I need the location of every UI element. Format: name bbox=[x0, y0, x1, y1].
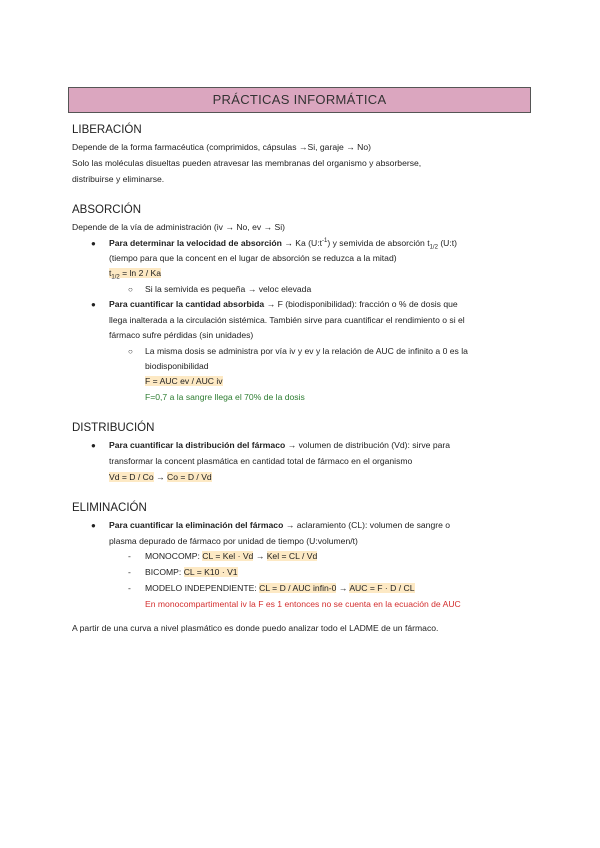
bullet-icon: ● bbox=[91, 239, 96, 248]
text: → F (biodisponibilidad): fracción o % de dosis que bbox=[264, 299, 458, 309]
highlighted-formula: F = AUC ev / AUC iv bbox=[145, 376, 223, 386]
dash-bullet: - bbox=[128, 583, 131, 593]
text: (U:t) bbox=[437, 238, 458, 248]
superscript: -1 bbox=[322, 238, 328, 245]
arrow: → bbox=[153, 472, 168, 482]
text: → volumen de distribución (Vd): sirve para bbox=[285, 440, 451, 450]
bicomp-line bbox=[145, 567, 238, 578]
highlighted-formula: CL = Kel · Vd bbox=[202, 551, 254, 561]
note-green: F=0,7 a la sangre llega el 70% de la dosis bbox=[145, 392, 305, 402]
absorcion-sub-bullet-1: Si la semivida es pequeña → veloc elevada bbox=[145, 284, 312, 294]
dash-bullet: - bbox=[128, 551, 131, 561]
bullet-icon: ● bbox=[91, 521, 96, 530]
closing-sentence: A partir de una curva a nivel plasmático es donde puedo analizar todo el LADME de un fármaco. bbox=[72, 623, 439, 633]
highlighted-formula: AUC = F · D / CL bbox=[349, 583, 415, 593]
highlighted-formula: $t_{1/2} = \ln 2 / Ka$ bbox=[109, 268, 162, 281]
absorcion-intro: Depende de la vía de administración (iv → No, ev → Si) bbox=[72, 222, 286, 232]
bold-lead: Para cuantificar la distribución del fármaco bbox=[109, 440, 286, 450]
arrow: → bbox=[336, 583, 350, 593]
absorcion-sub-bullet-2: La misma dosis se administra por vía iv y ev y la relación de AUC de infinito a 0 es la bbox=[145, 346, 468, 356]
absorcion-sub-bullet-2-line-2: biodisponibilidad bbox=[145, 361, 209, 371]
absorcion-bullet-2 bbox=[109, 299, 458, 310]
formula-volumen-distribucion bbox=[109, 472, 212, 483]
formula-biodisponibilidad bbox=[145, 376, 223, 387]
absorcion-bullet-1 bbox=[109, 238, 457, 249]
label: MONOCOMP: bbox=[145, 551, 203, 561]
formula-semivida bbox=[109, 268, 161, 279]
highlighted-formula: CL = K10 · V1 bbox=[183, 567, 238, 577]
bold-lead: Para cuantificar la cantidad absorbida bbox=[109, 299, 265, 309]
bold-lead: Para cuantificar la eliminación del fármaco bbox=[109, 520, 284, 530]
arrow: → bbox=[253, 551, 267, 561]
section-heading-absorcion: ABSORCIÓN bbox=[72, 204, 142, 216]
page-title: PRÁCTICAS INFORMÁTICA bbox=[68, 87, 531, 113]
highlighted-formula: CL = D / AUC infin-0 bbox=[259, 583, 337, 593]
note-red: En monocompartimental iv la F es 1 entonces no se cuenta en la ecuación de AUC bbox=[145, 599, 461, 609]
distribucion-bullet-1-line-2: transformar la concent plasmática en cantidad total de fármaco en el organismo bbox=[109, 456, 413, 466]
bullet-icon: ● bbox=[91, 300, 96, 309]
absorcion-bullet-2-line-3: fármaco sufre pérdidas (sin unidades) bbox=[109, 330, 254, 340]
sub-bullet-icon: ○ bbox=[128, 347, 133, 356]
bullet-icon: ● bbox=[91, 441, 96, 450]
highlighted-formula: Co = D / Vd bbox=[167, 472, 212, 482]
liberacion-line-1: Depende de la forma farmacéutica (comprimidos, cápsulas →Si, garaje → No) bbox=[72, 142, 371, 152]
modelo-independiente-line bbox=[145, 583, 415, 594]
section-heading-distribucion: DISTRIBUCIÓN bbox=[72, 422, 155, 434]
sub-bullet-icon: ○ bbox=[128, 285, 133, 294]
absorcion-bullet-2-line-2: llega inalterada a la circulación sistémica. También sirve para cuantificar el rendimiento o si el bbox=[109, 315, 465, 325]
text: → Ka (U:t bbox=[281, 238, 323, 248]
bold-lead: Para determinar la velocidad de absorción bbox=[109, 238, 282, 248]
highlighted-formula: Kel = CL / Vd bbox=[266, 551, 318, 561]
distribucion-bullet-1 bbox=[109, 440, 450, 451]
eliminacion-bullet-1-line-2: plasma depurado de fármaco por unidad de tiempo (U:volumen/t) bbox=[109, 536, 358, 546]
subscript: 1/2 bbox=[429, 244, 438, 251]
text: ) y semivida de absorción t bbox=[327, 238, 430, 248]
liberacion-line-2: Solo las moléculas disueltas pueden atravesar las membranas del organismo y absorberse, bbox=[72, 158, 422, 168]
dash-bullet: - bbox=[128, 567, 131, 577]
highlighted-formula: Vd = D / Co bbox=[109, 472, 154, 482]
text: → aclaramiento (CL): volumen de sangre o bbox=[283, 520, 451, 530]
monocomp-line bbox=[145, 551, 317, 562]
absorcion-bullet-1-line-2: (tiempo para que la concent en el lugar de absorción se reduzca a la mitad) bbox=[109, 253, 397, 263]
section-heading-liberacion: LIBERACIÓN bbox=[72, 124, 142, 136]
label: BICOMP: bbox=[145, 567, 184, 577]
eliminacion-bullet-1 bbox=[109, 520, 450, 531]
section-heading-eliminacion: ELIMINACIÓN bbox=[72, 502, 147, 514]
liberacion-line-3: distribuirse y eliminarse. bbox=[72, 174, 165, 184]
label: MODELO INDEPENDIENTE: bbox=[145, 583, 260, 593]
